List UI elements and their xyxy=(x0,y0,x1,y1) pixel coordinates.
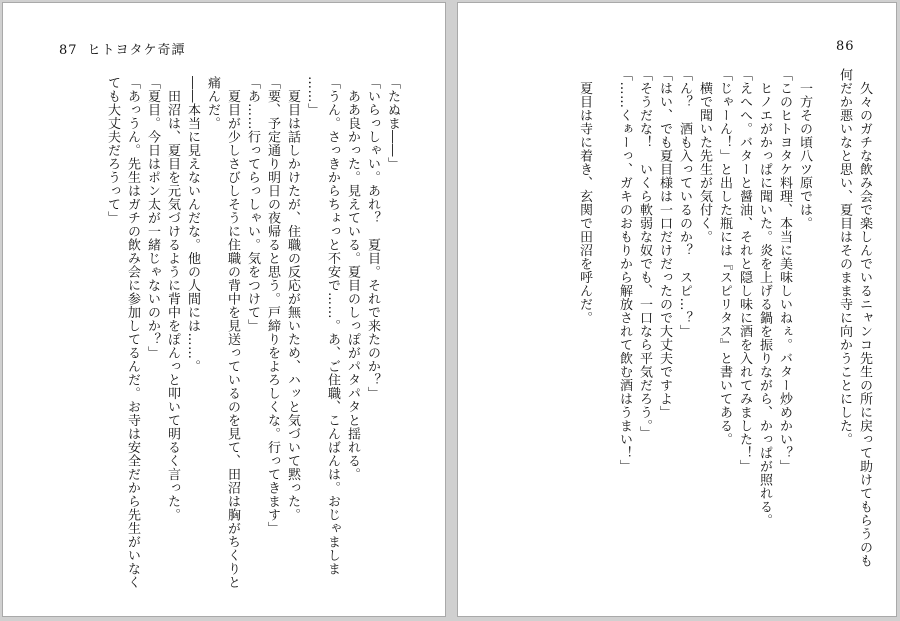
running-head: ヒトヨタケ奇譚 xyxy=(87,43,186,58)
text-line: 夏目は話しかけたが、住職の反応が無いため、ハッと気づいて黙った。 xyxy=(285,76,300,522)
left-page-body-text xyxy=(102,76,402,596)
text-line: ああ良かった。見えている。夏目のしっぽがパタパタと揺れる。 xyxy=(345,76,360,481)
left-page-number: 87 xyxy=(59,43,78,58)
text-line: 夏目が少しさびしそうに住職の背中を見送っているのを見て、田沼は胸がちくりと xyxy=(225,76,240,589)
text-line: 「あ……行ってらっしゃい。気をつけて」 xyxy=(245,76,260,333)
text-line: ――本当に見えないんだな。他の人間には……。 xyxy=(185,76,200,373)
text-line: ても大丈夫だろうって」 xyxy=(105,76,120,225)
text-line: 「そうだな！ いくら軟弱な奴でも、一口なら平気だろう。」 xyxy=(637,68,652,440)
text-line: 「夏目。今日はポン太が一緒じゃないのか？」 xyxy=(145,76,160,360)
text-line: 「えへへ。バターと醤油、それと隠し味に酒を入れてみました！」 xyxy=(737,68,752,473)
text-line: 「あっうん。先生はガチの飲み会に参加してるんだ。お寺は安全だから先生がいなく xyxy=(125,76,140,589)
text-line: 「たぬま――」 xyxy=(385,76,400,171)
text-line: 「……くぁーっ、ガキのおもりから解放されて飲む酒はうまい！」 xyxy=(617,68,632,473)
text-line: 一方その頃八ツ原では。 xyxy=(797,68,812,230)
text-line: 「いらっしゃい。あれ？ 夏目。それで来たのか？」 xyxy=(365,76,380,400)
right-page-number: 86 xyxy=(836,39,855,54)
text-line: 「はい、でも夏目様は一口だけだったので大丈夫ですよ」 xyxy=(657,68,672,419)
text-line: 痛んだ。 xyxy=(205,76,220,130)
text-line: ……」 xyxy=(305,76,320,117)
text-line: 田沼は、夏目を元気づけるように背中をぽんっと叩いて明るく言った。 xyxy=(165,76,180,522)
right-page xyxy=(457,2,897,617)
text-line: 「じゃーん！」と出した瓶には『スピリタス』と書いてある。 xyxy=(717,68,732,446)
left-page-header xyxy=(59,39,186,58)
text-line: 横で聞いた先生が気付く。 xyxy=(697,68,712,244)
text-line xyxy=(814,68,834,598)
text-line: 「ん？ 酒も入っているのか？ スピ…？」 xyxy=(677,68,692,338)
left-page xyxy=(2,2,446,617)
text-line: 夏目は寺に着き、玄関で田沼を呼んだ。 xyxy=(577,68,592,325)
text-line: 久々のガチな飲み会で楽しんでいるニャンコ先生の所に戻って助けてもらうのも xyxy=(857,68,872,568)
text-line: 何だか悪いなと思い、夏目はそのまま寺に向かうことにした。 xyxy=(837,68,852,446)
text-line: 「要、予定通り明日の夜帰ると思う。戸締りをよろしくな。行ってきます」 xyxy=(265,76,280,535)
text-line xyxy=(594,68,614,598)
right-page-body-text xyxy=(574,68,874,598)
text-line: ヒノエがかっぱに聞いた。炎を上げる鍋を振りながら、かっぱが照れる。 xyxy=(757,68,772,527)
text-line: 「うん。さっきからちょっと不安で……。あ、ご住職、こんばんは。おじゃましま xyxy=(325,76,340,576)
text-line: 「このヒトヨタケ料理、本当に美味しいねぇ。バター炒めかい？」 xyxy=(777,68,792,473)
